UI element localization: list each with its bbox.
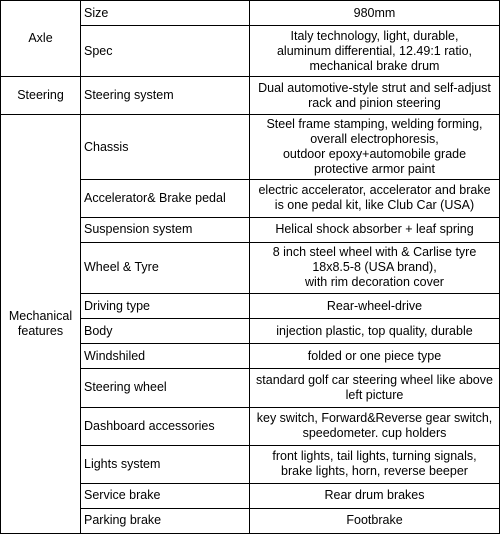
param-wheel-tyre: Wheel & Tyre [81,242,250,293]
value-dashboard-accessories: key switch, Forward&Reverse gear switch, speedometer. cup holders [250,407,500,445]
group-steering: Steering [1,77,81,115]
value-body: injection plastic, top quality, durable [250,319,500,344]
value-driving-type: Rear-wheel-drive [250,294,500,319]
value-lights-system: front lights, tail lights, turning signals, brake lights, horn, reverse beeper [250,445,500,483]
param-chassis: Chassis [81,115,250,179]
param-spec: Spec [81,26,250,77]
param-driving-type: Driving type [81,294,250,319]
value-windshield: folded or one piece type [250,344,500,369]
table-row [1,115,500,179]
value-wheel-tyre: 8 inch steel wheel with & Carlise tyre 18x8.5-8 (USA brand), with rim decoration cover [250,242,500,293]
param-body: Body [81,319,250,344]
group-mechanical-features: Mechanical features [1,115,81,534]
value-steering-system: Dual automotive-style strut and self-adjust rack and pinion steering [250,77,500,115]
param-lights-system: Lights system [81,445,250,483]
param-size: Size [81,1,250,26]
param-service-brake: Service brake [81,483,250,508]
value-steering-wheel: standard golf car steering wheel like above left picture [250,369,500,407]
value-accelerator-brake-pedal: electric accelerator, accelerator and brake is one pedal kit, like Club Car (USA) [250,179,500,217]
value-chassis: Steel frame stamping, welding forming, overall electrophoresis, outdoor epoxy+automobile grade protective armor paint [250,115,500,179]
param-windshield: Windshiled [81,344,250,369]
param-steering-wheel: Steering wheel [81,369,250,407]
param-steering-system: Steering system [81,77,250,115]
value-parking-brake: Footbrake [250,508,500,533]
param-accelerator-brake-pedal: Accelerator& Brake pedal [81,179,250,217]
table-row [1,77,500,115]
value-size: 980mm [250,1,500,26]
param-suspension-system: Suspension system [81,217,250,242]
value-spec: Italy technology, light, durable, aluminum differential, 12.49:1 ratio, mechanical brake drum [250,26,500,77]
group-axle: Axle [1,1,81,77]
param-dashboard-accessories: Dashboard accessories [81,407,250,445]
value-suspension-system: Helical shock absorber + leaf spring [250,217,500,242]
value-service-brake: Rear drum brakes [250,483,500,508]
table-row [1,1,500,26]
param-parking-brake: Parking brake [81,508,250,533]
